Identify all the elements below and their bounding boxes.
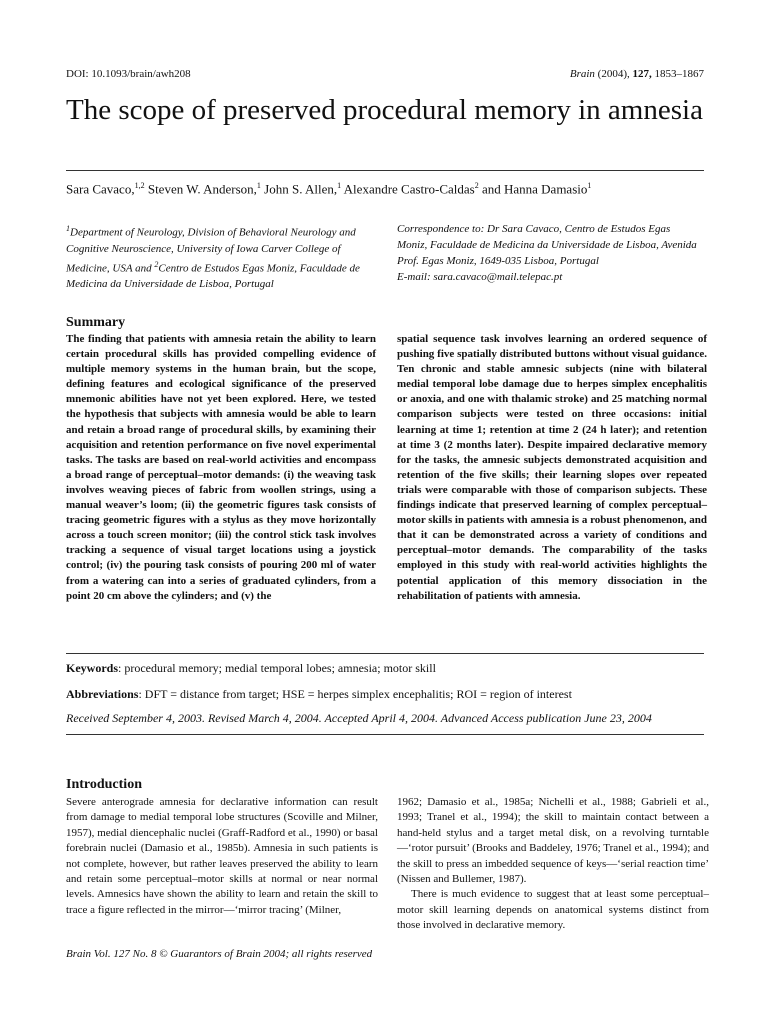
article-page — [66, 0, 709, 1024]
pages: 1853–1867 — [654, 68, 704, 80]
author-affiliation-mark: 1 — [587, 181, 592, 190]
abbreviations-text: : DFT = distance from target; HSE = herpes simplex encephalitis; ROI = region of interest — [138, 687, 572, 701]
page-footer: Brain Vol. 127 No. 8 © Guarantors of Brain 2004; all rights reserved — [66, 948, 373, 960]
citation — [570, 68, 704, 80]
summary-heading: Summary — [66, 315, 126, 330]
summary-text-right: spatial sequence task involves learning an ordered sequence of pushing five spatially distributed buttons without visual guidance. Ten chronic and stable amnesic subjects (nine with bilateral medial temporal lobe damage due to herpes simplex encephalitis or anoxia, and one with thalamic stroke) and 25 matching normal comparison subjects were tested on three occasions: initial learning at time 1; retention at time 2 (24 h later); and retention at time 3 (2 months later). Despite impaired declarative memory for the tasks, the amnesic subjects demonstrated acquisition and retention of the five skills; their learning slopes over repeated trials were comparable with those of comparison subjects. These findings indicate that preserved learning of complex perceptual–motor skills in patients with amnesia is a robust phenomenon, and that it can be demonstrated across a variety of conditions and perceptual–motor demands. The comparability of the tasks employed in this study with real-world activities highlights the potential application of this memory dissociation in the rehabilitation of patients with amnesia. — [397, 333, 707, 602]
author-affiliation-mark: 1,2 — [134, 181, 145, 190]
author-affiliation-mark: 2 — [474, 181, 479, 190]
doi: DOI: 10.1093/brain/awh208 — [66, 68, 191, 80]
correspondence-address: Correspondence to: Dr Sara Cavaco, Centro de Estudos Egas Moniz, Faculdade de Medicina da Universidade de Lisboa, Avenida Prof. Egas Moniz, 1649-035 Lisboa, Portugal — [397, 223, 697, 267]
paragraph: 1962; Damasio et al., 1985a; Nichelli et al., 1988; Gabrieli et al., 1993; Tranel et al., 1994); the skill to maintain contact between a hand-held stylus and a target metal disk, on a revolving turntable—‘rotor pursuit’ (Brooks and Baddeley, 1976; Tranel et al., 1994); and the skill to press an imbedded sequence of keys—‘serial reaction time’ (Nissen and Bullemer, 1987). — [397, 796, 709, 886]
received-rule — [66, 734, 704, 735]
author: and Hanna Damasio — [481, 181, 588, 197]
author: John S. Allen, — [264, 181, 338, 197]
year: (2004), — [597, 68, 630, 80]
author: Alexandre Castro-Caldas — [343, 181, 475, 197]
affiliation-mark: 1 — [66, 224, 70, 233]
author-list — [66, 181, 704, 197]
correspondence — [397, 221, 697, 285]
author: Steven W. Anderson, — [147, 181, 257, 197]
author-affiliation-mark: 1 — [256, 181, 261, 190]
title-rule — [66, 170, 704, 171]
introduction-column-right — [397, 795, 709, 934]
volume: 127, — [632, 68, 652, 80]
introduction-column-left — [66, 795, 378, 918]
keywords-label: Keywords — [66, 661, 118, 675]
author: Sara Cavaco, — [66, 181, 135, 197]
affiliation-text: Department of Neurology, Division of Behavioral Neurology and Cognitive Neuroscience, University of Iowa Carver College of Medicine, USA and — [66, 226, 356, 275]
correspondence-email: E-mail: sara.cavaco@mail.telepac.pt — [397, 271, 563, 283]
received-dates: Received September 4, 2003. Revised March 4, 2004. Accepted April 4, 2004. Advanced Access publication June 23, 2004 — [66, 711, 652, 725]
abbreviations-label: Abbreviations — [66, 687, 139, 701]
journal-name: Brain — [569, 68, 595, 80]
keywords-text: : procedural memory; medial temporal lobes; amnesia; motor skill — [118, 661, 436, 675]
introduction-heading: Introduction — [66, 777, 142, 792]
affiliation-mark: 2 — [154, 259, 159, 269]
paragraph: There is much evidence to suggest that at least some perceptual–motor skill learning depends on anatomical systems distinct from those involved in declarative memory. — [397, 888, 709, 932]
article-title: The scope of preserved procedural memory in amnesia — [66, 94, 703, 126]
paragraph: Severe anterograde amnesia for declarative information can result from damage to medial temporal lobe structures (Scoville and Milner, 1957), medial diencephalic nuclei (Graff-Radford et al., 1990) or basal forebrain nuclei (Damasio et al., 1985b). Amnesia in such patients is not complete, however, but rather leaves preserved the ability to learn and retain some perceptual–motor skills at normal or near normal levels. Amnesics have shown the ability to learn and retain the skill to trace a figure reflected in the mirror—‘mirror tracing’ (Milner, — [66, 796, 378, 916]
author-affiliation-mark: 1 — [337, 181, 342, 190]
abbreviations — [66, 687, 704, 702]
affiliations — [66, 221, 366, 292]
affiliation-text: Centro de Estudos Egas Moniz, Faculdade de Medicina da Universidade de Lisboa, Portugal — [66, 262, 360, 291]
summary-text-left: The finding that patients with amnesia retain the ability to learn certain procedural skills has provided compelling evidence of multiple memory systems in the human brain, but the scope, defining features and ecological significance of the preserved mnemonic abilities have not yet been explored. Here, we tested the hypothesis that subjects with amnesia would be able to learn and retain a broad range of procedural skills, by examining their acquisition and retention performance on five novel experimental tasks. The tasks are based on real-world activities and encompass a broad range of perceptual–motor demands: (i) the weaving task involves weaving pieces of fabric from woollen strings, using a manual weaver’s loom; (ii) the geometric figures task consists of tracing geometric figures with a stylus as they move horizontally across a touch screen monitor; (iii) the control stick task involves tracking a sequence of visual target locations using a joystick control; (iv) the pouring task consists of pouring 200 ml of water from a watering can into a series of graduated cylinders, from a point 20 cm above the cylinders; and (v) the — [66, 333, 376, 602]
summary-rule — [66, 653, 704, 654]
keywords — [66, 661, 704, 676]
